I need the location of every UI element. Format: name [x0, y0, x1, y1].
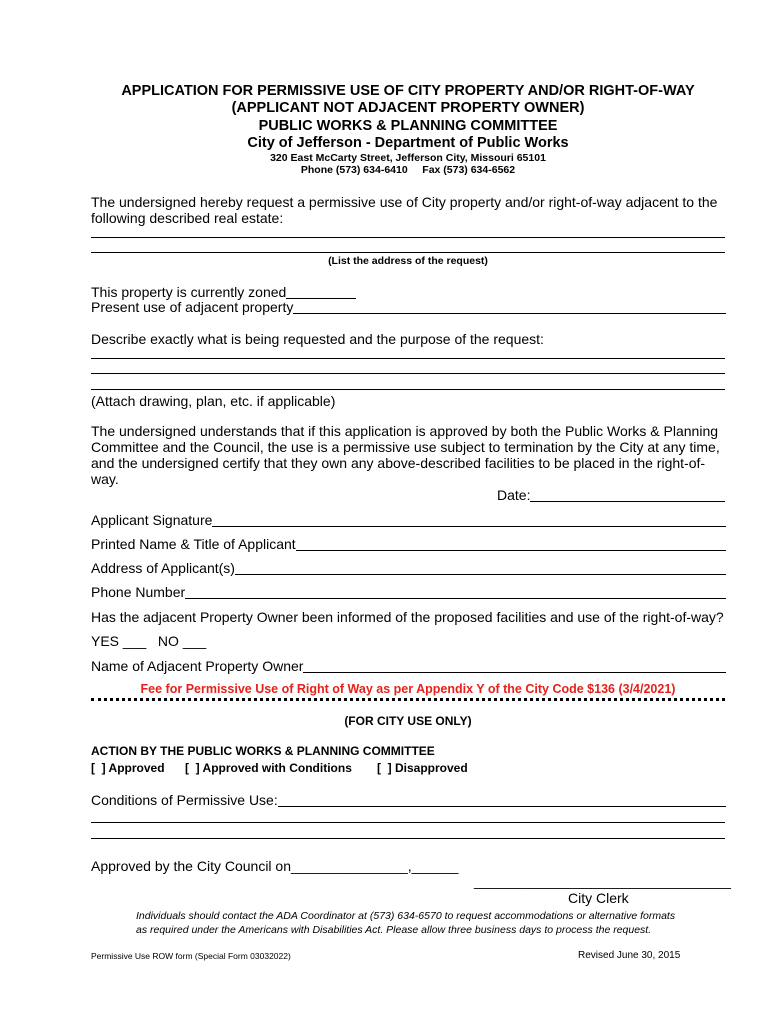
conditions-input-3[interactable] [91, 838, 725, 839]
phone-field [91, 584, 726, 601]
describe-line-1[interactable] [91, 358, 725, 359]
present-use-field [91, 299, 726, 316]
conditions-field [91, 792, 726, 809]
conditions-input-1[interactable] [278, 806, 726, 807]
ada-notice-2: as required under the Americans with Disabilities Act. Please allow three business days to process the request. [136, 924, 652, 936]
statement-text-1: The undersigned understands that if this application is approved by both the Public Works & Planning [91, 423, 719, 439]
city-use-heading: (FOR CITY USE ONLY) [344, 714, 472, 728]
ada-notice-1: Individuals should contact the ADA Coordinator at (573) 634-6570 to request accommodations or alternative formats [136, 910, 676, 922]
form-id: Permissive Use ROW form (Special Form 03032022) [91, 951, 291, 961]
date-input[interactable] [530, 501, 725, 502]
form-subtitle: (APPLICANT NOT ADJACENT PROPERTY OWNER) [231, 100, 585, 116]
date-field [497, 487, 725, 504]
intro-text-2: following described real estate: [91, 210, 284, 226]
department-fax: Fax (573) 634-6562 [422, 164, 516, 176]
phone-input[interactable] [185, 598, 726, 599]
phone-label: Phone Number [91, 584, 186, 600]
address-label: Address of Applicant(s) [91, 560, 235, 576]
address-input[interactable] [235, 574, 726, 575]
attach-note: (Attach drawing, plan, etc. if applicable) [91, 393, 336, 409]
council-approval[interactable]: Approved by the City Council on_______________,______ [91, 858, 459, 874]
statement-text-3: and the undersigned certify that they own any above-described facilities to be placed in the right-of- [91, 455, 706, 471]
signature-input[interactable] [212, 526, 726, 527]
clerk-label: City Clerk [568, 890, 629, 906]
fee-notice: Fee for Permissive Use of Right of Way as per Appendix Y of the City Code $136 (3/4/2021) [140, 682, 676, 696]
describe-label: Describe exactly what is being requested and the purpose of the request: [91, 331, 544, 347]
clerk-signature-line[interactable]: _________________________________ [474, 873, 731, 889]
department-contact [0, 164, 770, 176]
present-use-label: Present use of adjacent property [91, 299, 294, 315]
informed-question: Has the adjacent Property Owner been informed of the proposed facilities and use of the right-of-way? [91, 609, 724, 625]
conditions-label: Conditions of Permissive Use: [91, 792, 278, 808]
committee-name: PUBLIC WORKS & PLANNING COMMITTEE [258, 118, 558, 134]
approved-conditions-checkbox[interactable]: [ ] Approved with Conditions [185, 761, 352, 775]
address-caption: (List the address of the request) [328, 255, 488, 267]
describe-line-2[interactable] [91, 373, 725, 374]
adjacent-owner-input[interactable] [303, 672, 726, 673]
conditions-input-2[interactable] [91, 822, 725, 823]
action-heading: ACTION BY THE PUBLIC WORKS & PLANNING COMMITTEE [91, 744, 435, 758]
city-use-divider [91, 698, 725, 701]
date-label: Date: [497, 487, 531, 503]
revised-date: Revised June 30, 2015 [578, 950, 681, 961]
describe-line-3[interactable] [91, 389, 725, 390]
disapproved-checkbox[interactable]: [ ] Disapproved [377, 761, 468, 775]
intro-text-1: The undersigned hereby request a permissive use of City property and/or right-of-way adjacent to the [91, 194, 718, 210]
yes-no-options[interactable]: YES ___ NO ___ [91, 633, 207, 649]
request-address-line-1[interactable] [91, 237, 725, 238]
approved-checkbox[interactable]: [ ] Approved [91, 761, 165, 775]
signature-field [91, 512, 726, 529]
printed-name-field [91, 536, 726, 553]
signature-label: Applicant Signature [91, 512, 213, 528]
printed-name-input[interactable] [296, 550, 726, 551]
statement-text-2: Committee and the Council, the use is a permissive use subject to termination by the City at any time, [91, 439, 720, 455]
zoned-label: This property is currently zoned [91, 284, 287, 300]
department-address: 320 East McCarty Street, Jefferson City, Missouri 65101 [270, 152, 546, 164]
request-address-line-2[interactable] [91, 252, 725, 253]
department-name: City of Jefferson - Department of Public Works [247, 135, 569, 151]
present-use-input[interactable] [293, 313, 726, 314]
adjacent-owner-field [91, 658, 726, 675]
form-title: APPLICATION FOR PERMISSIVE USE OF CITY PROPERTY AND/OR RIGHT-OF-WAY [121, 83, 695, 99]
department-phone: Phone (573) 634-6410 [300, 164, 408, 176]
address-field [91, 560, 726, 577]
adjacent-owner-label: Name of Adjacent Property Owner [91, 658, 304, 674]
printed-name-label: Printed Name & Title of Applicant [91, 536, 296, 552]
statement-text-4: way. [91, 471, 119, 487]
